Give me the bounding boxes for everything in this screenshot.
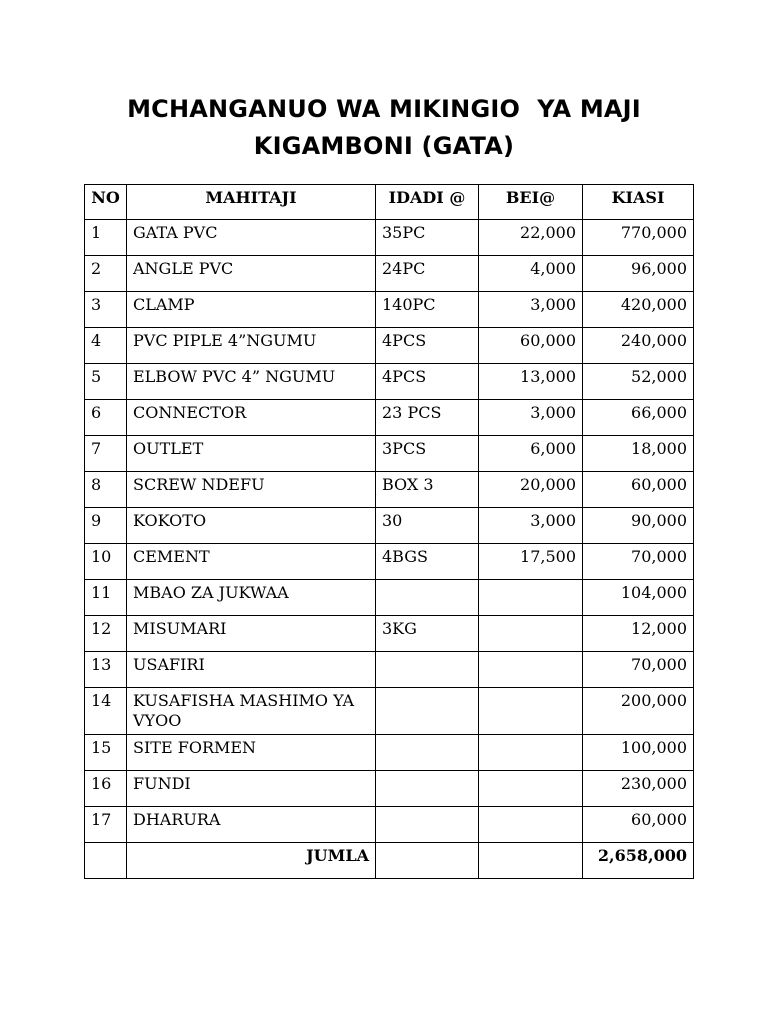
- row-item: USAFIRI: [127, 652, 376, 688]
- row-item: PVC PIPLE 4”NGUMU: [127, 328, 376, 364]
- row-amount: 12,000: [583, 616, 694, 652]
- row-price: [479, 688, 583, 735]
- table-row: [85, 256, 694, 292]
- row-amount: 18,000: [583, 436, 694, 472]
- row-item: MBAO ZA JUKWAA: [127, 580, 376, 616]
- row-item: OUTLET: [127, 436, 376, 472]
- row-amount: 770,000: [583, 220, 694, 256]
- row-price: [479, 771, 583, 807]
- table-row: [85, 616, 694, 652]
- row-no: 14: [85, 688, 127, 735]
- table-row: [85, 508, 694, 544]
- row-qty: [376, 688, 479, 735]
- row-no: 5: [85, 364, 127, 400]
- header-no: NO: [85, 185, 127, 220]
- row-no: 3: [85, 292, 127, 328]
- total-row: [85, 843, 694, 879]
- header-kiasi: KIASI: [583, 185, 694, 220]
- table-row: [85, 400, 694, 436]
- row-no: 1: [85, 220, 127, 256]
- row-qty: 3PCS: [376, 436, 479, 472]
- row-no: 7: [85, 436, 127, 472]
- row-qty: [376, 580, 479, 616]
- row-price: [479, 807, 583, 843]
- table-row: [85, 328, 694, 364]
- row-no: 4: [85, 328, 127, 364]
- row-qty: 23 PCS: [376, 400, 479, 436]
- row-no: 16: [85, 771, 127, 807]
- table-row: [85, 735, 694, 771]
- table-body: [85, 220, 694, 843]
- table-row: [85, 652, 694, 688]
- total-no-cell: [85, 843, 127, 879]
- row-qty: 30: [376, 508, 479, 544]
- header-idadi: IDADI @: [376, 185, 479, 220]
- row-item: FUNDI: [127, 771, 376, 807]
- row-item: CEMENT: [127, 544, 376, 580]
- row-item: SCREW NDEFU: [127, 472, 376, 508]
- row-price: [479, 616, 583, 652]
- row-amount: 96,000: [583, 256, 694, 292]
- row-amount: 90,000: [583, 508, 694, 544]
- header-bei: BEI@: [479, 185, 583, 220]
- row-price: 13,000: [479, 364, 583, 400]
- row-item: ANGLE PVC: [127, 256, 376, 292]
- row-no: 9: [85, 508, 127, 544]
- row-item: KOKOTO: [127, 508, 376, 544]
- table-row: [85, 220, 694, 256]
- row-qty: [376, 735, 479, 771]
- row-amount: 230,000: [583, 771, 694, 807]
- header-mahitaji: MAHITAJI: [127, 185, 376, 220]
- row-no: 12: [85, 616, 127, 652]
- row-no: 13: [85, 652, 127, 688]
- row-amount: 70,000: [583, 652, 694, 688]
- row-price: 60,000: [479, 328, 583, 364]
- row-qty: 4PCS: [376, 364, 479, 400]
- table-row: [85, 580, 694, 616]
- title-line-1: MCHANGANUO WA MIKINGIO YA MAJI: [127, 95, 641, 123]
- row-qty: 35PC: [376, 220, 479, 256]
- total-price-cell: [479, 843, 583, 879]
- row-qty: 24PC: [376, 256, 479, 292]
- row-amount: 104,000: [583, 580, 694, 616]
- row-no: 15: [85, 735, 127, 771]
- table-row: [85, 544, 694, 580]
- row-qty: [376, 807, 479, 843]
- row-item: SITE FORMEN: [127, 735, 376, 771]
- row-item: CONNECTOR: [127, 400, 376, 436]
- table-row: [85, 436, 694, 472]
- row-price: 3,000: [479, 292, 583, 328]
- table-row: [85, 688, 694, 735]
- table-row: [85, 364, 694, 400]
- row-no: 17: [85, 807, 127, 843]
- row-qty: 3KG: [376, 616, 479, 652]
- row-no: 11: [85, 580, 127, 616]
- row-amount: 60,000: [583, 807, 694, 843]
- row-no: 2: [85, 256, 127, 292]
- row-item: ELBOW PVC 4” NGUMU: [127, 364, 376, 400]
- row-qty: 4BGS: [376, 544, 479, 580]
- table-row: [85, 472, 694, 508]
- row-amount: 420,000: [583, 292, 694, 328]
- row-qty: [376, 771, 479, 807]
- row-price: 22,000: [479, 220, 583, 256]
- row-item: MISUMARI: [127, 616, 376, 652]
- table-row: [85, 771, 694, 807]
- row-amount: 66,000: [583, 400, 694, 436]
- row-qty: 140PC: [376, 292, 479, 328]
- items-table: [84, 184, 694, 879]
- row-amount: 100,000: [583, 735, 694, 771]
- row-qty: BOX 3: [376, 472, 479, 508]
- row-amount: 70,000: [583, 544, 694, 580]
- table-header-row: [85, 185, 694, 220]
- row-amount: 52,000: [583, 364, 694, 400]
- table-row: [85, 807, 694, 843]
- row-price: 3,000: [479, 400, 583, 436]
- row-item: DHARURA: [127, 807, 376, 843]
- row-price: [479, 735, 583, 771]
- row-price: [479, 580, 583, 616]
- row-item: KUSAFISHA MASHIMO YA VYOO: [127, 688, 376, 735]
- total-label: JUMLA: [127, 843, 376, 879]
- row-price: 4,000: [479, 256, 583, 292]
- row-price: [479, 652, 583, 688]
- title-line-2: KIGAMBONI (GATA): [253, 132, 515, 160]
- row-no: 10: [85, 544, 127, 580]
- row-no: 8: [85, 472, 127, 508]
- row-amount: 200,000: [583, 688, 694, 735]
- row-qty: 4PCS: [376, 328, 479, 364]
- row-no: 6: [85, 400, 127, 436]
- row-price: 6,000: [479, 436, 583, 472]
- row-qty: [376, 652, 479, 688]
- row-price: 20,000: [479, 472, 583, 508]
- row-price: 3,000: [479, 508, 583, 544]
- row-amount: 60,000: [583, 472, 694, 508]
- row-amount: 240,000: [583, 328, 694, 364]
- total-amount: 2,658,000: [583, 843, 694, 879]
- row-price: 17,500: [479, 544, 583, 580]
- row-item: GATA PVC: [127, 220, 376, 256]
- row-item: CLAMP: [127, 292, 376, 328]
- total-qty-cell: [376, 843, 479, 879]
- table-row: [85, 292, 694, 328]
